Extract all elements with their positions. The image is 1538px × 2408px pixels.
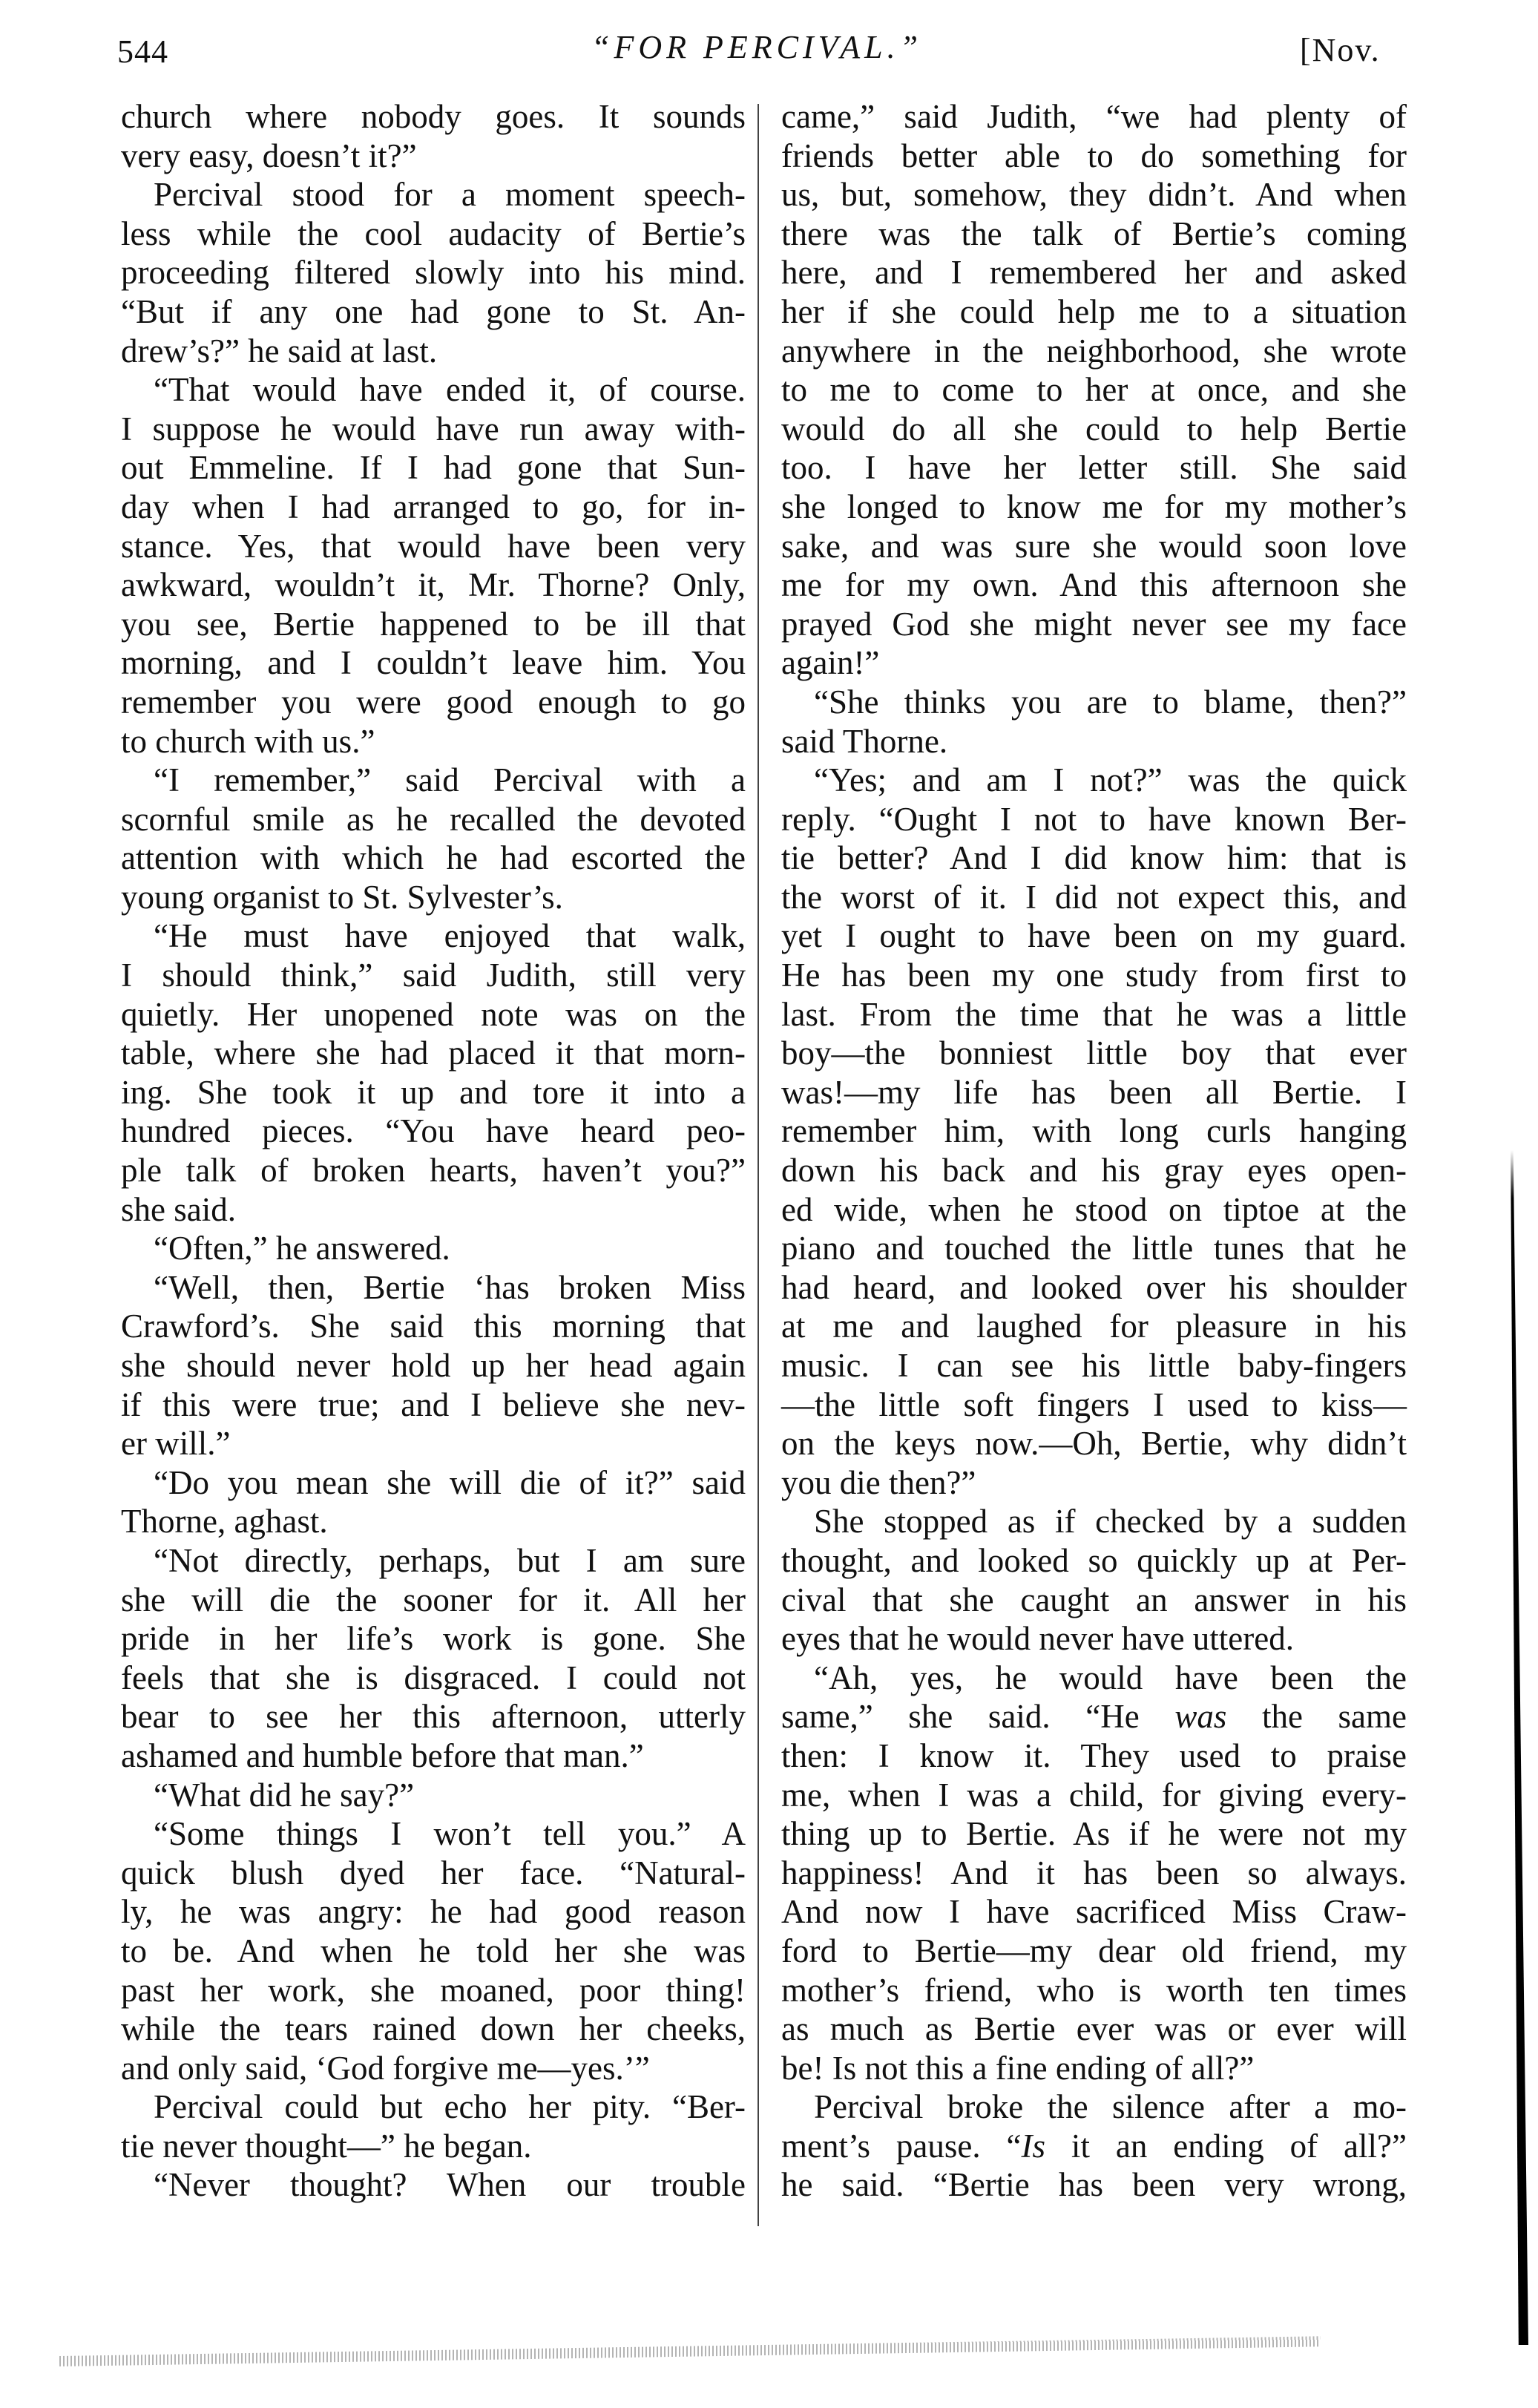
text-line: you die then?” [781, 1463, 976, 1501]
text-line: Crawford’s. She said this morning that [121, 1308, 746, 1345]
text-line: friends better able to do something for [781, 137, 1407, 174]
text-line: music. I can see his little baby-fingers [781, 1347, 1407, 1384]
text-line: church where nobody goes. It sounds [121, 98, 746, 135]
text-line: if this were true; and I believe she nev- [121, 1385, 746, 1423]
text-line: us, but, somehow, they didn’t. And when [781, 176, 1407, 214]
text-line: here, and I remembered her and asked [781, 254, 1407, 292]
text-line: young organist to St. Sylvester’s. [121, 878, 563, 916]
text-line: down his back and his gray eyes open- [781, 1152, 1407, 1190]
text-line: remember him, with long curls hanging [781, 1112, 1407, 1150]
text-fragment: the same [1226, 1698, 1407, 1736]
text-line: me for my own. And this afternoon she [781, 566, 1407, 604]
text-line: be! Is not this a fine ending of all?” [781, 2049, 1255, 2087]
text-line: tie never thought—” he began. [121, 2127, 532, 2165]
scan-artifact-line [59, 2336, 1321, 2366]
text-line: me, when I was a child, for giving every- [781, 1776, 1407, 1814]
text-line: quietly. Her unopened note was on the [121, 995, 746, 1033]
text-line: “But if any one had gone to St. An- [121, 292, 746, 330]
italic-emphasis: was [1174, 1698, 1227, 1736]
text-line: —the little soft fingers I used to kiss— [781, 1385, 1407, 1423]
text-line: “Well, then, Bertie ‘has broken Miss [154, 1268, 746, 1306]
issue-month: [Nov. [1300, 32, 1381, 68]
text-line: “Some things I won’t tell you.” A [154, 1815, 746, 1853]
text-line: as much as Bertie ever was or ever will [781, 2010, 1407, 2048]
text-line: attention with which he had escorted the [121, 839, 746, 877]
text-line: Thorne, aghast. [121, 1503, 328, 1541]
text-line: proceeding filtered slowly into his mind. [121, 254, 746, 292]
text-line: Percival stood for a moment speech- [154, 176, 746, 214]
text-line: bear to see her this afternoon, utterly [121, 1698, 746, 1736]
text-line: ly, he was angry: he had good reason [121, 1893, 746, 1931]
text-line: then: I know it. They used to praise [781, 1736, 1407, 1774]
text-line: and only said, ‘God forgive me—yes.’” [121, 2049, 650, 2087]
text-line: the worst of it. I did not expect this, and [781, 878, 1407, 916]
text-line: to be. And when he told her she was [121, 1932, 746, 1969]
text-line: piano and touched the little tunes that he [781, 1230, 1407, 1267]
text-line: “She thinks you are to blame, then?” [814, 683, 1407, 721]
text-line: on the keys now.—Oh, Bertie, why didn’t [781, 1425, 1407, 1463]
text-line: tie better? And I did know him: that is [781, 839, 1407, 877]
text-line: “Often,” he answered. [154, 1230, 450, 1267]
text-line: ford to Bertie—my dear old friend, my [781, 1932, 1407, 1969]
text-line: her if she could help me to a situation [781, 292, 1407, 330]
text-fragment: ment’s pause. “ [781, 2127, 1022, 2165]
text-line: Percival could but echo her pity. “Ber- [154, 2088, 746, 2126]
text-line: cival that she caught an answer in his [781, 1581, 1407, 1618]
text-line: I suppose he would have run away with- [121, 410, 746, 447]
text-line: you see, Bertie happened to be ill that [121, 605, 746, 643]
text-line: had heard, and looked over his shoulder [781, 1268, 1407, 1306]
text-line: er will.” [121, 1425, 231, 1463]
text-fragment: it an ending of all?” [1045, 2127, 1407, 2165]
text-line: quick blush dyed her face. “Natural- [121, 1854, 746, 1892]
text-line: thought, and looked so quickly up at Per- [781, 1541, 1407, 1579]
text-line: He has been my one study from first to [781, 957, 1407, 994]
text-line: boy—the bonniest little boy that ever [781, 1034, 1407, 1072]
text-line [781, 2127, 1407, 2166]
text-line: “Do you mean she will die of it?” said [154, 1463, 746, 1501]
running-header [0, 28, 1538, 73]
text-line: ashamed and humble before that man.” [121, 1736, 644, 1774]
text-line: less while the cool audacity of Bertie’s [121, 214, 746, 252]
text-line: hundred pieces. “You have heard peo- [121, 1112, 746, 1150]
text-line: eyes that he would never have uttered. [781, 1620, 1294, 1658]
italic-emphasis: Is [1021, 2127, 1046, 2165]
text-line: scornful smile as he recalled the devoted [121, 800, 746, 838]
text-line: at me and laughed for pleasure in his [781, 1308, 1407, 1345]
text-line: I should think,” said Judith, still very [121, 957, 746, 994]
text-line: ed wide, when he stood on tiptoe at the [781, 1190, 1407, 1228]
text-line: to church with us.” [121, 722, 375, 760]
text-line: drew’s?” he said at last. [121, 332, 438, 370]
page-number: 544 [117, 33, 168, 70]
text-line: yet I ought to have been on my guard. [781, 917, 1407, 955]
text-line: feels that she is disgraced. I could not [121, 1659, 746, 1696]
text-line: she should never hold up her head again [121, 1347, 746, 1384]
text-line: out Emmeline. If I had gone that Sun- [121, 449, 746, 487]
text-line: “Yes; and am I not?” was the quick [814, 761, 1407, 799]
text-line: pride in her life’s work is gone. She [121, 1620, 746, 1658]
text-line: table, where she had placed it that morn- [121, 1034, 746, 1072]
text-line: too. I have her letter still. She said [781, 449, 1407, 487]
text-line: reply. “Ought I not to have known Ber- [781, 800, 1407, 838]
text-line: past her work, she moaned, poor thing! [121, 1971, 746, 2009]
text-line: while the tears rained down her cheeks, [121, 2010, 746, 2048]
text-line: to me to come to her at once, and she [781, 371, 1407, 409]
text-line: prayed God she might never see my face [781, 605, 1407, 643]
text-line: Percival broke the silence after a mo- [814, 2088, 1407, 2126]
text-line: she said. [121, 1190, 236, 1228]
text-line: “Never thought? When our trouble [154, 2166, 746, 2204]
text-line: was!—my life has been all Bertie. I [781, 1073, 1407, 1111]
text-line: he said. “Bertie has been very wrong, [781, 2166, 1407, 2204]
right-text-column [781, 97, 1407, 2205]
text-fragment: same,” she said. “He [781, 1698, 1175, 1736]
text-line: awkward, wouldn’t it, Mr. Thorne? Only, [121, 566, 746, 604]
text-line: “Not directly, perhaps, but I am sure [154, 1541, 746, 1579]
column-divider [758, 104, 759, 2226]
text-line: sake, and was sure she would soon love [781, 527, 1407, 565]
text-line: ing. She took it up and tore it into a [121, 1073, 746, 1111]
text-line: She stopped as if checked by a sudden [814, 1503, 1407, 1541]
text-line: she longed to know me for my mother’s [781, 488, 1407, 525]
text-line: there was the talk of Bertie’s coming [781, 214, 1407, 252]
text-line: last. From the time that he was a little [781, 995, 1407, 1033]
text-line: remember you were good enough to go [121, 683, 746, 721]
text-line: “He must have enjoyed that walk, [154, 917, 746, 955]
text-line: very easy, doesn’t it?” [121, 137, 417, 174]
page-edge-shadow [1511, 1150, 1528, 2345]
left-text-column [121, 97, 746, 2205]
text-line: anywhere in the neighborhood, she wrote [781, 332, 1407, 370]
text-line: And now I have sacrificed Miss Craw- [781, 1893, 1407, 1931]
text-line: ple talk of broken hearts, haven’t you?” [121, 1152, 746, 1190]
text-line: mother’s friend, who is worth ten times [781, 1971, 1407, 2009]
text-line: would do all she could to help Bertie [781, 410, 1407, 447]
text-line: said Thorne. [781, 722, 948, 760]
text-line: stance. Yes, that would have been very [121, 527, 746, 565]
text-line: happiness! And it has been so always. [781, 1854, 1407, 1892]
text-line: came,” said Judith, “we had plenty of [781, 98, 1407, 135]
text-line: again!” [781, 644, 880, 682]
text-line: morning, and I couldn’t leave him. You [121, 644, 746, 682]
text-line: “What did he say?” [154, 1776, 415, 1814]
text-line: “I remember,” said Percival with a [154, 761, 746, 799]
text-line: “That would have ended it, of course. [154, 371, 746, 409]
text-line: day when I had arranged to go, for in- [121, 488, 746, 525]
text-line: “Ah, yes, he would have been the [814, 1659, 1407, 1696]
text-line [781, 1697, 1407, 1736]
text-line: she will die the sooner for it. All her [121, 1581, 746, 1618]
text-line: thing up to Bertie. As if he were not my [781, 1815, 1407, 1853]
running-title: “FOR PERCIVAL.” [591, 29, 923, 65]
